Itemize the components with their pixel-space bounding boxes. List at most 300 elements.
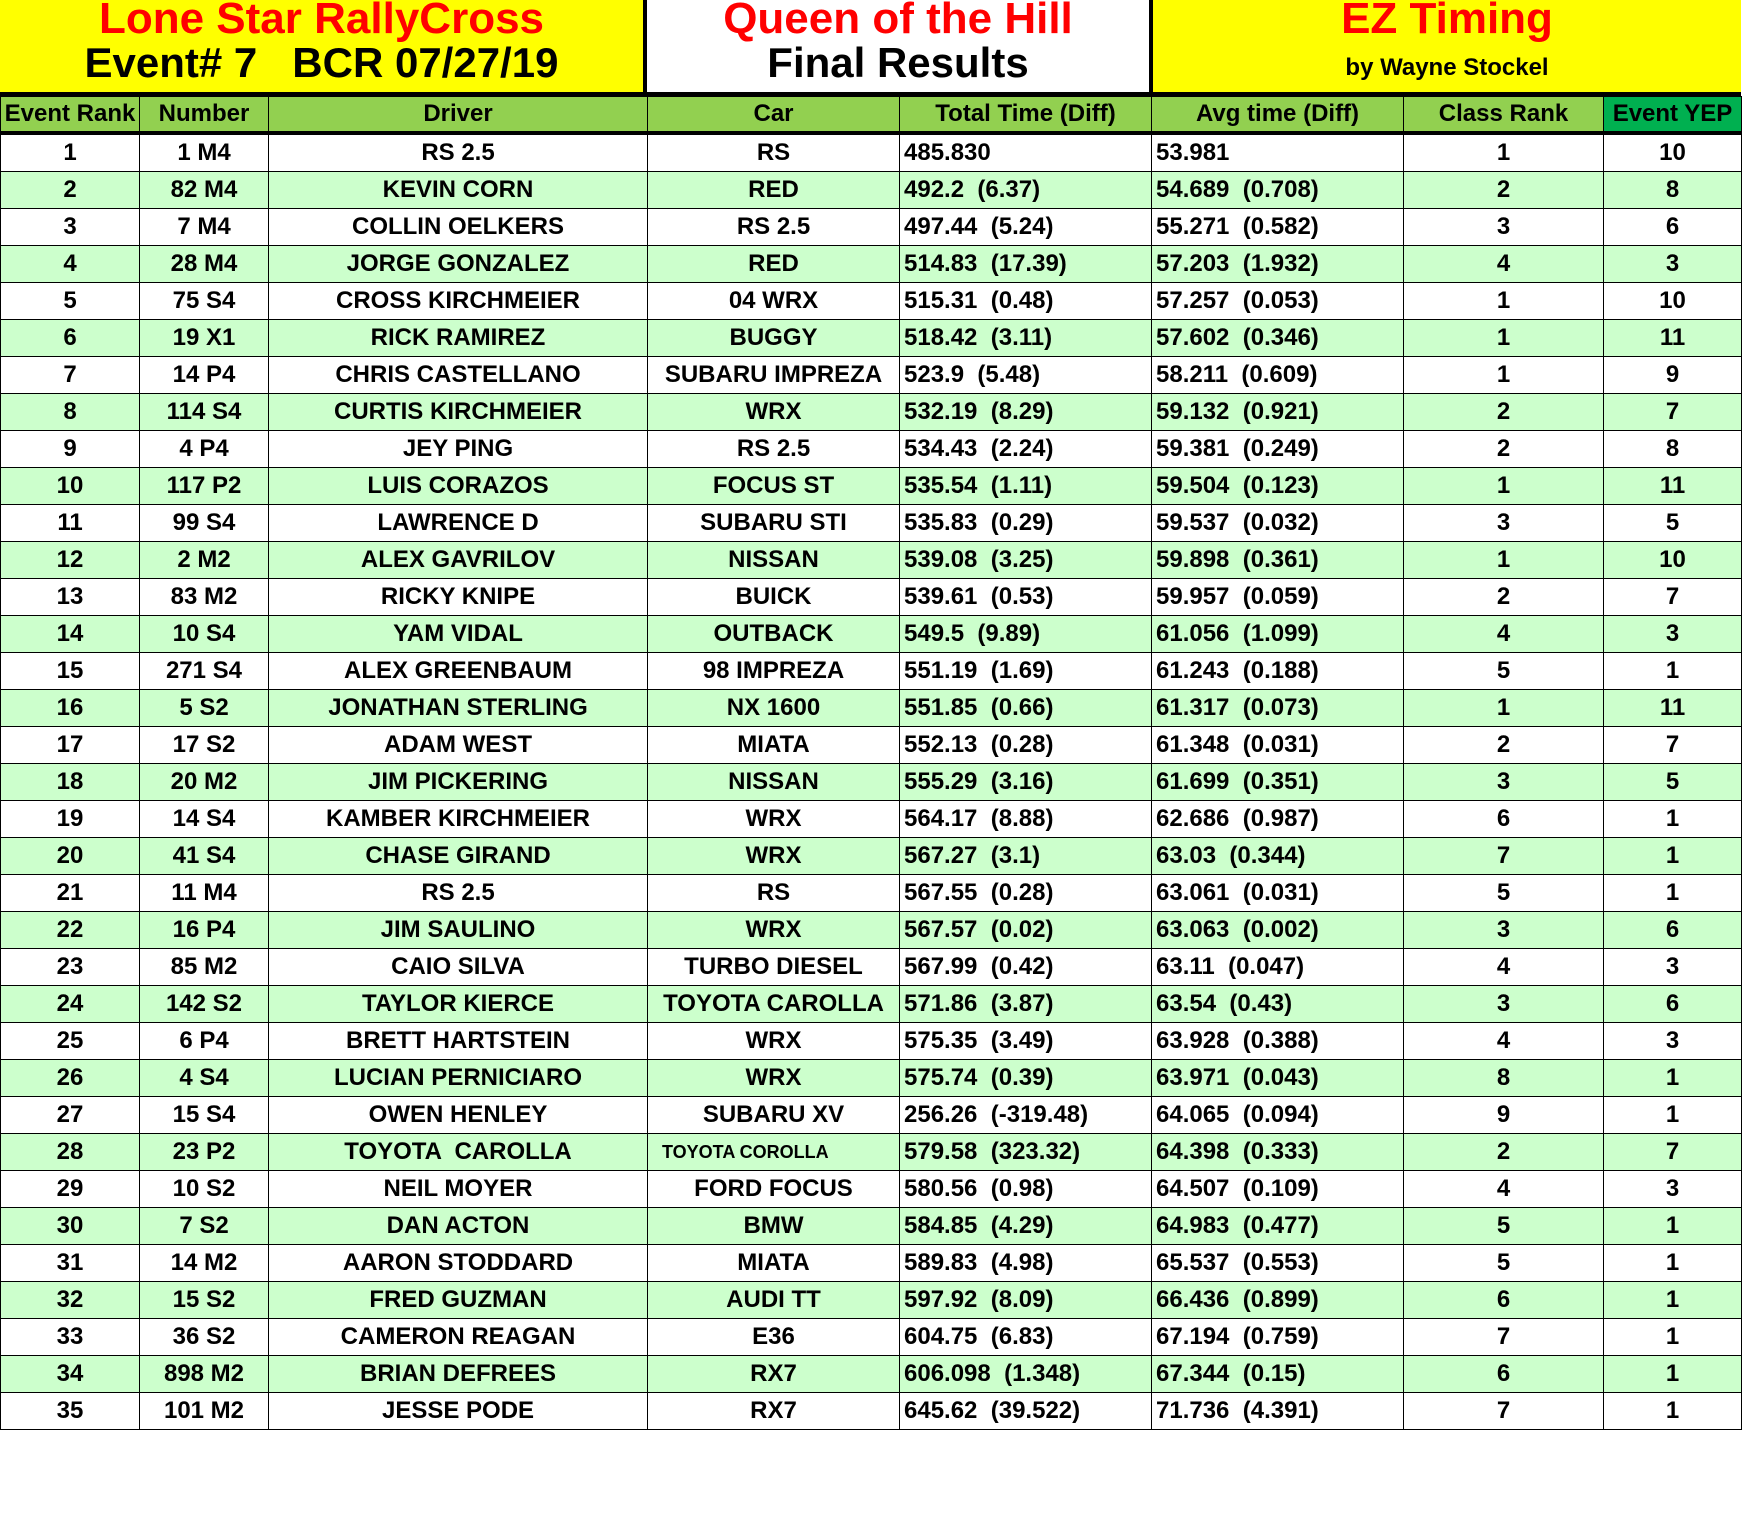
table-row xyxy=(1,320,1742,357)
table-row xyxy=(1,912,1742,949)
cell-number: 4 P4 xyxy=(140,431,269,468)
cell-number: 17 S2 xyxy=(140,727,269,764)
table-row xyxy=(1,1356,1742,1393)
org-title: Lone Star RallyCross xyxy=(98,0,545,43)
cell-class-rank: 7 xyxy=(1404,1319,1604,1356)
cell-car: TURBO DIESEL xyxy=(648,949,900,986)
cell-total-time: 534.43 (2.24) xyxy=(900,431,1152,468)
cell-total-time: 567.99 (0.42) xyxy=(900,949,1152,986)
cell-car: RS xyxy=(648,133,900,172)
timing-credit-block xyxy=(1153,0,1741,92)
timing-title: EZ Timing xyxy=(1341,0,1553,43)
cell-class-rank: 5 xyxy=(1404,875,1604,912)
cell-total-time: 539.61 (0.53) xyxy=(900,579,1152,616)
cell-event-rank: 35 xyxy=(1,1393,140,1430)
cell-driver: TOYOTA CAROLLA xyxy=(269,1134,648,1171)
cell-event-rank: 23 xyxy=(1,949,140,986)
cell-driver: YAM VIDAL xyxy=(269,616,648,653)
cell-car: RS xyxy=(648,875,900,912)
results-body xyxy=(1,133,1742,1430)
cell-class-rank: 3 xyxy=(1404,764,1604,801)
cell-event-rank: 29 xyxy=(1,1171,140,1208)
cell-class-rank: 4 xyxy=(1404,949,1604,986)
cell-avg-time: 59.898 (0.361) xyxy=(1152,542,1404,579)
cell-total-time: 575.35 (3.49) xyxy=(900,1023,1152,1060)
cell-avg-time: 57.257 (0.053) xyxy=(1152,283,1404,320)
cell-number: 82 M4 xyxy=(140,172,269,209)
table-row xyxy=(1,1134,1742,1171)
cell-avg-time: 59.537 (0.032) xyxy=(1152,505,1404,542)
cell-total-time: 497.44 (5.24) xyxy=(900,209,1152,246)
cell-class-rank: 1 xyxy=(1404,690,1604,727)
event-line: Event# 7 BCR 07/27/19 xyxy=(84,39,559,86)
cell-car: MIATA xyxy=(648,727,900,764)
cell-total-time: 535.83 (0.29) xyxy=(900,505,1152,542)
cell-driver: RS 2.5 xyxy=(269,875,648,912)
cell-driver: CURTIS KIRCHMEIER xyxy=(269,394,648,431)
cell-number: 6 P4 xyxy=(140,1023,269,1060)
cell-event-yep: 3 xyxy=(1604,1023,1742,1060)
cell-event-rank: 13 xyxy=(1,579,140,616)
cell-total-time: 584.85 (4.29) xyxy=(900,1208,1152,1245)
cell-total-time: 567.55 (0.28) xyxy=(900,875,1152,912)
cell-number: 41 S4 xyxy=(140,838,269,875)
cell-total-time: 256.26 (-319.48) xyxy=(900,1097,1152,1134)
cell-class-rank: 4 xyxy=(1404,1023,1604,1060)
cell-driver: CAIO SILVA xyxy=(269,949,648,986)
cell-class-rank: 4 xyxy=(1404,616,1604,653)
cell-car: RS 2.5 xyxy=(648,431,900,468)
table-row xyxy=(1,1282,1742,1319)
cell-event-yep: 8 xyxy=(1604,431,1742,468)
cell-driver: JORGE GONZALEZ xyxy=(269,246,648,283)
cell-total-time: 515.31 (0.48) xyxy=(900,283,1152,320)
cell-event-yep: 7 xyxy=(1604,1134,1742,1171)
cell-event-rank: 26 xyxy=(1,1060,140,1097)
cell-car: NISSAN xyxy=(648,542,900,579)
cell-class-rank: 3 xyxy=(1404,912,1604,949)
cell-event-rank: 21 xyxy=(1,875,140,912)
cell-car: FOCUS ST xyxy=(648,468,900,505)
column-header-row xyxy=(1,97,1742,134)
cell-event-rank: 7 xyxy=(1,357,140,394)
cell-event-yep: 7 xyxy=(1604,579,1742,616)
cell-avg-time: 65.537 (0.553) xyxy=(1152,1245,1404,1282)
cell-number: 7 S2 xyxy=(140,1208,269,1245)
cell-event-yep: 5 xyxy=(1604,764,1742,801)
cell-driver: ADAM WEST xyxy=(269,727,648,764)
cell-total-time: 551.19 (1.69) xyxy=(900,653,1152,690)
center-title: Queen of the Hill xyxy=(723,0,1073,43)
col-header-number: Number xyxy=(140,97,269,134)
cell-event-yep: 11 xyxy=(1604,690,1742,727)
cell-car: 98 IMPREZA xyxy=(648,653,900,690)
cell-driver: DAN ACTON xyxy=(269,1208,648,1245)
cell-event-rank: 28 xyxy=(1,1134,140,1171)
cell-total-time: 492.2 (6.37) xyxy=(900,172,1152,209)
cell-avg-time: 64.983 (0.477) xyxy=(1152,1208,1404,1245)
cell-number: 114 S4 xyxy=(140,394,269,431)
cell-car: E36 xyxy=(648,1319,900,1356)
cell-event-yep: 10 xyxy=(1604,542,1742,579)
cell-total-time: 579.58 (323.32) xyxy=(900,1134,1152,1171)
cell-class-rank: 8 xyxy=(1404,1060,1604,1097)
cell-event-yep: 9 xyxy=(1604,357,1742,394)
cell-car: WRX xyxy=(648,1060,900,1097)
cell-event-yep: 1 xyxy=(1604,801,1742,838)
col-header-event-rank: Event Rank xyxy=(1,97,140,134)
table-row xyxy=(1,690,1742,727)
cell-driver: RICK RAMIREZ xyxy=(269,320,648,357)
cell-driver: KEVIN CORN xyxy=(269,172,648,209)
cell-event-yep: 1 xyxy=(1604,838,1742,875)
cell-avg-time: 61.056 (1.099) xyxy=(1152,616,1404,653)
col-header-event-yep: Event YEP xyxy=(1604,97,1742,134)
cell-avg-time: 59.132 (0.921) xyxy=(1152,394,1404,431)
table-row xyxy=(1,1393,1742,1430)
cell-event-rank: 15 xyxy=(1,653,140,690)
cell-event-rank: 16 xyxy=(1,690,140,727)
cell-car: MIATA xyxy=(648,1245,900,1282)
table-row xyxy=(1,653,1742,690)
cell-total-time: 549.5 (9.89) xyxy=(900,616,1152,653)
cell-driver: TAYLOR KIERCE xyxy=(269,986,648,1023)
cell-number: 10 S2 xyxy=(140,1171,269,1208)
cell-event-rank: 6 xyxy=(1,320,140,357)
cell-driver: JESSE PODE xyxy=(269,1393,648,1430)
cell-event-yep: 7 xyxy=(1604,727,1742,764)
cell-event-yep: 6 xyxy=(1604,209,1742,246)
cell-class-rank: 3 xyxy=(1404,209,1604,246)
col-header-class-rank: Class Rank xyxy=(1404,97,1604,134)
cell-car: 04 WRX xyxy=(648,283,900,320)
cell-number: 83 M2 xyxy=(140,579,269,616)
cell-number: 75 S4 xyxy=(140,283,269,320)
cell-event-rank: 11 xyxy=(1,505,140,542)
cell-total-time: 604.75 (6.83) xyxy=(900,1319,1152,1356)
cell-number: 85 M2 xyxy=(140,949,269,986)
cell-event-rank: 1 xyxy=(1,133,140,172)
cell-class-rank: 7 xyxy=(1404,1393,1604,1430)
cell-class-rank: 5 xyxy=(1404,1245,1604,1282)
cell-car: SUBARU IMPREZA xyxy=(648,357,900,394)
table-row xyxy=(1,727,1742,764)
cell-avg-time: 63.03 (0.344) xyxy=(1152,838,1404,875)
cell-event-rank: 24 xyxy=(1,986,140,1023)
cell-car: WRX xyxy=(648,838,900,875)
cell-event-rank: 10 xyxy=(1,468,140,505)
cell-class-rank: 1 xyxy=(1404,357,1604,394)
table-row xyxy=(1,505,1742,542)
cell-number: 7 M4 xyxy=(140,209,269,246)
table-row xyxy=(1,838,1742,875)
cell-event-yep: 1 xyxy=(1604,875,1742,912)
cell-event-rank: 4 xyxy=(1,246,140,283)
cell-driver: RS 2.5 xyxy=(269,133,648,172)
cell-driver: COLLIN OELKERS xyxy=(269,209,648,246)
cell-total-time: 551.85 (0.66) xyxy=(900,690,1152,727)
cell-avg-time: 63.11 (0.047) xyxy=(1152,949,1404,986)
cell-driver: CHASE GIRAND xyxy=(269,838,648,875)
cell-car: RX7 xyxy=(648,1393,900,1430)
cell-avg-time: 61.317 (0.073) xyxy=(1152,690,1404,727)
cell-event-yep: 11 xyxy=(1604,320,1742,357)
table-row xyxy=(1,616,1742,653)
cell-car: NX 1600 xyxy=(648,690,900,727)
cell-total-time: 567.57 (0.02) xyxy=(900,912,1152,949)
cell-class-rank: 2 xyxy=(1404,431,1604,468)
cell-class-rank: 1 xyxy=(1404,283,1604,320)
cell-driver: KAMBER KIRCHMEIER xyxy=(269,801,648,838)
cell-event-rank: 3 xyxy=(1,209,140,246)
cell-car: BUGGY xyxy=(648,320,900,357)
cell-number: 16 P4 xyxy=(140,912,269,949)
cell-avg-time: 64.507 (0.109) xyxy=(1152,1171,1404,1208)
cell-event-rank: 9 xyxy=(1,431,140,468)
cell-avg-time: 59.504 (0.123) xyxy=(1152,468,1404,505)
cell-event-yep: 6 xyxy=(1604,986,1742,1023)
cell-total-time: 564.17 (8.88) xyxy=(900,801,1152,838)
cell-driver: BRIAN DEFREES xyxy=(269,1356,648,1393)
cell-class-rank: 2 xyxy=(1404,1134,1604,1171)
cell-class-rank: 9 xyxy=(1404,1097,1604,1134)
cell-total-time: 580.56 (0.98) xyxy=(900,1171,1152,1208)
cell-event-rank: 5 xyxy=(1,283,140,320)
table-row xyxy=(1,949,1742,986)
cell-avg-time: 66.436 (0.899) xyxy=(1152,1282,1404,1319)
cell-number: 1 M4 xyxy=(140,133,269,172)
cell-car: RX7 xyxy=(648,1356,900,1393)
cell-car: TOYOTA COROLLA xyxy=(648,1134,900,1171)
cell-avg-time: 61.243 (0.188) xyxy=(1152,653,1404,690)
cell-event-yep: 3 xyxy=(1604,949,1742,986)
cell-event-rank: 32 xyxy=(1,1282,140,1319)
cell-car: WRX xyxy=(648,1023,900,1060)
cell-car: WRX xyxy=(648,801,900,838)
cell-class-rank: 1 xyxy=(1404,468,1604,505)
cell-class-rank: 1 xyxy=(1404,133,1604,172)
table-row xyxy=(1,209,1742,246)
cell-avg-time: 61.348 (0.031) xyxy=(1152,727,1404,764)
cell-event-rank: 27 xyxy=(1,1097,140,1134)
cell-number: 99 S4 xyxy=(140,505,269,542)
cell-event-rank: 34 xyxy=(1,1356,140,1393)
table-row xyxy=(1,875,1742,912)
cell-total-time: 589.83 (4.98) xyxy=(900,1245,1152,1282)
cell-event-rank: 30 xyxy=(1,1208,140,1245)
cell-event-yep: 3 xyxy=(1604,616,1742,653)
cell-class-rank: 1 xyxy=(1404,542,1604,579)
cell-class-rank: 6 xyxy=(1404,1356,1604,1393)
cell-class-rank: 7 xyxy=(1404,838,1604,875)
cell-number: 28 M4 xyxy=(140,246,269,283)
table-row xyxy=(1,357,1742,394)
cell-car: TOYOTA CAROLLA xyxy=(648,986,900,1023)
cell-avg-time: 71.736 (4.391) xyxy=(1152,1393,1404,1430)
cell-car: SUBARU XV xyxy=(648,1097,900,1134)
table-row xyxy=(1,1060,1742,1097)
cell-driver: JEY PING xyxy=(269,431,648,468)
cell-car: RED xyxy=(648,246,900,283)
cell-car: RED xyxy=(648,172,900,209)
cell-event-rank: 14 xyxy=(1,616,140,653)
cell-number: 14 S4 xyxy=(140,801,269,838)
cell-event-rank: 19 xyxy=(1,801,140,838)
org-title-block xyxy=(0,0,647,92)
cell-event-rank: 18 xyxy=(1,764,140,801)
cell-avg-time: 54.689 (0.708) xyxy=(1152,172,1404,209)
cell-car: NISSAN xyxy=(648,764,900,801)
cell-driver: JIM SAULINO xyxy=(269,912,648,949)
cell-number: 23 P2 xyxy=(140,1134,269,1171)
table-row xyxy=(1,246,1742,283)
cell-avg-time: 64.065 (0.094) xyxy=(1152,1097,1404,1134)
table-row xyxy=(1,1208,1742,1245)
cell-number: 142 S2 xyxy=(140,986,269,1023)
cell-avg-time: 53.981 xyxy=(1152,133,1404,172)
cell-event-rank: 20 xyxy=(1,838,140,875)
cell-event-yep: 10 xyxy=(1604,133,1742,172)
cell-event-yep: 1 xyxy=(1604,1319,1742,1356)
table-row xyxy=(1,468,1742,505)
cell-number: 101 M2 xyxy=(140,1393,269,1430)
cell-driver: FRED GUZMAN xyxy=(269,1282,648,1319)
col-header-total-time: Total Time (Diff) xyxy=(900,97,1152,134)
cell-avg-time: 64.398 (0.333) xyxy=(1152,1134,1404,1171)
cell-number: 14 M2 xyxy=(140,1245,269,1282)
table-row xyxy=(1,1319,1742,1356)
results-table xyxy=(0,96,1742,1430)
cell-avg-time: 63.928 (0.388) xyxy=(1152,1023,1404,1060)
cell-number: 15 S2 xyxy=(140,1282,269,1319)
cell-total-time: 518.42 (3.11) xyxy=(900,320,1152,357)
cell-class-rank: 2 xyxy=(1404,172,1604,209)
cell-driver: ALEX GAVRILOV xyxy=(269,542,648,579)
cell-total-time: 606.098 (1.348) xyxy=(900,1356,1152,1393)
cell-class-rank: 1 xyxy=(1404,320,1604,357)
cell-class-rank: 3 xyxy=(1404,505,1604,542)
cell-event-yep: 1 xyxy=(1604,1097,1742,1134)
cell-class-rank: 2 xyxy=(1404,727,1604,764)
table-row xyxy=(1,542,1742,579)
cell-driver: NEIL MOYER xyxy=(269,1171,648,1208)
cell-car: OUTBACK xyxy=(648,616,900,653)
cell-number: 19 X1 xyxy=(140,320,269,357)
table-row xyxy=(1,1023,1742,1060)
cell-number: 5 S2 xyxy=(140,690,269,727)
cell-number: 117 P2 xyxy=(140,468,269,505)
cell-car: BMW xyxy=(648,1208,900,1245)
cell-driver: ALEX GREENBAUM xyxy=(269,653,648,690)
table-row xyxy=(1,801,1742,838)
cell-total-time: 514.83 (17.39) xyxy=(900,246,1152,283)
cell-event-yep: 3 xyxy=(1604,1171,1742,1208)
cell-event-yep: 7 xyxy=(1604,394,1742,431)
cell-car: WRX xyxy=(648,394,900,431)
table-row xyxy=(1,1245,1742,1282)
cell-class-rank: 4 xyxy=(1404,1171,1604,1208)
cell-car: BUICK xyxy=(648,579,900,616)
cell-event-rank: 17 xyxy=(1,727,140,764)
col-header-driver: Driver xyxy=(269,97,648,134)
cell-total-time: 555.29 (3.16) xyxy=(900,764,1152,801)
cell-driver: CROSS KIRCHMEIER xyxy=(269,283,648,320)
cell-total-time: 552.13 (0.28) xyxy=(900,727,1152,764)
cell-event-yep: 1 xyxy=(1604,1282,1742,1319)
cell-number: 2 M2 xyxy=(140,542,269,579)
cell-class-rank: 5 xyxy=(1404,1208,1604,1245)
cell-driver: AARON STODDARD xyxy=(269,1245,648,1282)
cell-driver: CAMERON REAGAN xyxy=(269,1319,648,1356)
table-row xyxy=(1,172,1742,209)
cell-driver: CHRIS CASTELLANO xyxy=(269,357,648,394)
cell-class-rank: 3 xyxy=(1404,986,1604,1023)
cell-event-yep: 10 xyxy=(1604,283,1742,320)
col-header-car: Car xyxy=(648,97,900,134)
cell-total-time: 597.92 (8.09) xyxy=(900,1282,1152,1319)
timing-credit: by Wayne Stockel xyxy=(1345,54,1549,81)
cell-avg-time: 67.344 (0.15) xyxy=(1152,1356,1404,1393)
cell-total-time: 575.74 (0.39) xyxy=(900,1060,1152,1097)
cell-driver: LUIS CORAZOS xyxy=(269,468,648,505)
cell-driver: JIM PICKERING xyxy=(269,764,648,801)
cell-avg-time: 67.194 (0.759) xyxy=(1152,1319,1404,1356)
cell-driver: LAWRENCE D xyxy=(269,505,648,542)
cell-event-rank: 8 xyxy=(1,394,140,431)
cell-avg-time: 57.602 (0.346) xyxy=(1152,320,1404,357)
cell-event-rank: 22 xyxy=(1,912,140,949)
cell-avg-time: 62.686 (0.987) xyxy=(1152,801,1404,838)
cell-number: 20 M2 xyxy=(140,764,269,801)
cell-event-rank: 25 xyxy=(1,1023,140,1060)
cell-car: AUDI TT xyxy=(648,1282,900,1319)
cell-event-yep: 6 xyxy=(1604,912,1742,949)
table-row xyxy=(1,1097,1742,1134)
cell-avg-time: 63.54 (0.43) xyxy=(1152,986,1404,1023)
cell-class-rank: 6 xyxy=(1404,801,1604,838)
cell-driver: LUCIAN PERNICIARO xyxy=(269,1060,648,1097)
cell-number: 36 S2 xyxy=(140,1319,269,1356)
cell-total-time: 485.830 xyxy=(900,133,1152,172)
cell-total-time: 539.08 (3.25) xyxy=(900,542,1152,579)
cell-event-yep: 8 xyxy=(1604,172,1742,209)
cell-driver: JONATHAN STERLING xyxy=(269,690,648,727)
cell-avg-time: 59.957 (0.059) xyxy=(1152,579,1404,616)
cell-class-rank: 5 xyxy=(1404,653,1604,690)
cell-number: 10 S4 xyxy=(140,616,269,653)
table-row xyxy=(1,764,1742,801)
cell-class-rank: 2 xyxy=(1404,579,1604,616)
center-subtitle: Final Results xyxy=(767,39,1029,86)
table-row xyxy=(1,394,1742,431)
cell-number: 4 S4 xyxy=(140,1060,269,1097)
cell-avg-time: 55.271 (0.582) xyxy=(1152,209,1404,246)
table-row xyxy=(1,283,1742,320)
cell-avg-time: 63.061 (0.031) xyxy=(1152,875,1404,912)
cell-number: 271 S4 xyxy=(140,653,269,690)
cell-car: SUBARU STI xyxy=(648,505,900,542)
cell-total-time: 535.54 (1.11) xyxy=(900,468,1152,505)
cell-avg-time: 57.203 (1.932) xyxy=(1152,246,1404,283)
cell-event-yep: 1 xyxy=(1604,1060,1742,1097)
cell-total-time: 571.86 (3.87) xyxy=(900,986,1152,1023)
cell-total-time: 532.19 (8.29) xyxy=(900,394,1152,431)
cell-number: 11 M4 xyxy=(140,875,269,912)
cell-event-rank: 31 xyxy=(1,1245,140,1282)
cell-total-time: 645.62 (39.522) xyxy=(900,1393,1152,1430)
cell-car: FORD FOCUS xyxy=(648,1171,900,1208)
cell-avg-time: 63.063 (0.002) xyxy=(1152,912,1404,949)
